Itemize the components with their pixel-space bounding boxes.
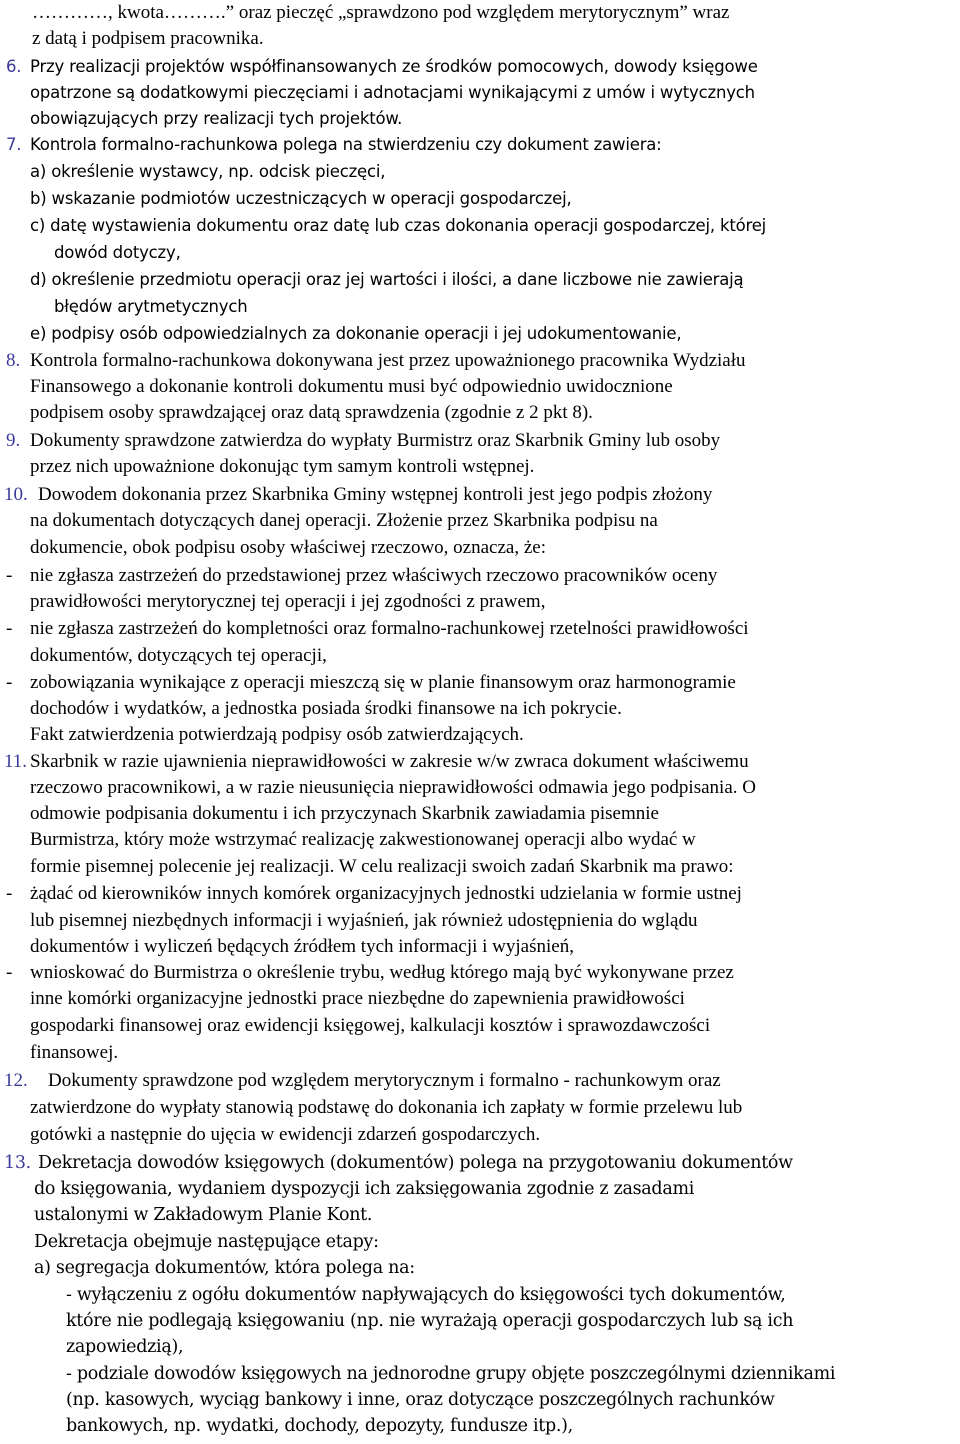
text-line: c) datę wystawienia dokumentu oraz datę lub czas dokonania operacji gospodarczej, której (30, 216, 767, 235)
bullet-dash: - (6, 618, 13, 639)
text-line: …………, kwota……….” oraz pieczęć „sprawdzono pod względem merytorycznym” wraz (32, 2, 730, 23)
bullet-dash: - (6, 883, 13, 904)
text-line: Fakt zatwierdzenia potwierdzają podpisy osób zatwierdzających. (30, 724, 524, 745)
text-line: Dowodem dokonania przez Skarbnika Gminy wstępnej kontroli jest jego podpis złożony (38, 484, 713, 505)
bullet-dash: - (6, 672, 13, 693)
text-line: zatwierdzone do wypłaty stanowią podstawę do dokonania ich zapłaty w formie przelewu lub (30, 1097, 743, 1118)
text-line: Kontrola formalno-rachunkowa polega na stwierdzeniu czy dokument zawiera: (30, 135, 662, 154)
text-line: na dokumentach dotyczących danej operacji. Złożenie przez Skarbnika podpisu na (30, 510, 658, 531)
text-line: - podziale dowodów księgowych na jednorodne grupy objęte poszczególnymi dziennikami (66, 1364, 836, 1384)
text-line: Skarbnik w razie ujawnienia nieprawidłowości w zakresie w/w zwraca dokument właściwemu (30, 751, 749, 772)
text-line: - wyłączeniu z ogółu dokumentów napływających do księgowości tych dokumentów, (66, 1285, 786, 1305)
text-line: ustalonymi w Zakładowym Planie Kont. (34, 1205, 373, 1225)
text-line: do księgowania, wydaniem dyspozycji ich zaksięgowania zgodnie z zasadami (34, 1179, 695, 1199)
text-line: e) podpisy osób odpowiedzialnych za dokonanie operacji i jej udokumentowanie, (30, 324, 682, 343)
text-line: nie zgłasza zastrzeżeń do kompletności oraz formalno-rachunkowej rzetelności prawidłowości (30, 618, 749, 639)
text-line: Dokumenty sprawdzone pod względem merytorycznym i formalno - rachunkowym oraz (48, 1070, 721, 1091)
text-line: z datą i podpisem pracownika. (32, 28, 264, 49)
text-line: zapowiedzią), (66, 1337, 184, 1357)
list-marker: 10. (4, 484, 28, 505)
text-line: nie zgłasza zastrzeżeń do przedstawionej przez właściwych rzeczowo pracowników oceny (30, 565, 718, 586)
text-line: (np. kasowych, wyciąg bankowy i inne, oraz dotyczące poszczególnych rachunków (66, 1390, 775, 1410)
text-line: bankowych, np. wydatki, dochody, depozyty, fundusze itp.), (66, 1416, 573, 1436)
list-marker: 12. (4, 1070, 28, 1091)
text-line: Przy realizacji projektów współfinansowanych ze środków pomocowych, dowody księgowe (30, 57, 758, 76)
text-line: żądać od kierowników innych komórek organizacyjnych jednostki udzielania w formie ustnej (30, 883, 742, 904)
text-line: gospodarki finansowej oraz ewidencji księgowej, kalkulacji kosztów i sprawozdawczości (30, 1015, 711, 1036)
text-line: dokumentów i wyliczeń będących źródłem tych informacji i wyjaśnień, (30, 936, 574, 957)
text-line: a) segregacja dokumentów, która polega na: (34, 1258, 415, 1278)
list-marker: 11. (4, 751, 28, 772)
text-line: podpisem osoby sprawdzającej oraz datą sprawdzenia (zgodnie z 2 pkt 8). (30, 402, 593, 423)
text-line: błędów arytmetycznych (54, 297, 248, 316)
text-line: zobowiązania wynikające z operacji mieszczą się w planie finansowym oraz harmonogramie (30, 672, 736, 693)
list-marker: 7. (6, 135, 22, 154)
text-line: rzeczowo pracownikowi, a w razie nieusunięcia nieprawidłowości odmawia jego podpisania. O (30, 777, 756, 798)
text-line: które nie podlegają księgowaniu (np. nie wyrażają operacji gospodarczych lub są ich (66, 1311, 794, 1331)
text-line: a) określenie wystawcy, np. odcisk pieczęci, (30, 162, 386, 181)
text-line: b) wskazanie podmiotów uczestniczących w operacji gospodarczej, (30, 189, 572, 208)
text-line: prawidłowości merytorycznej tej operacji i jej zgodności z prawem, (30, 591, 546, 612)
text-line: dokumentów, dotyczących tej operacji, (30, 645, 327, 666)
text-line: obowiązujących przy realizacji tych projektów. (30, 109, 403, 128)
list-marker: 9. (6, 430, 21, 451)
text-line: finansowej. (30, 1042, 119, 1063)
text-line: opatrzone są dodatkowymi pieczęciami i adnotacjami wynikającymi z umów i wytycznych (30, 83, 755, 102)
text-line: Kontrola formalno-rachunkowa dokonywana jest przez upoważnionego pracownika Wydziału (30, 350, 746, 371)
list-marker: 13. (4, 1153, 31, 1173)
text-line: inne komórki organizacyjne jednostki prace niezbędne do zapewnienia prawidłowości (30, 988, 685, 1009)
text-line: odmowie podpisania dokumentu i ich przyczynach Skarbnik zawiadamia pisemnie (30, 803, 659, 824)
text-line: Finansowego a dokonanie kontroli dokumentu musi być odpowiednio uwidocznione (30, 376, 673, 397)
text-line: Burmistrza, który może wstrzymać realizację zakwestionowanej operacji albo wydać w (30, 829, 696, 850)
text-line: formie pisemnej polecenie jej realizacji. W celu realizacji swoich zadań Skarbnik ma prawo: (30, 856, 734, 877)
bullet-dash: - (6, 565, 13, 586)
text-line: przez nich upoważnione dokonując tym samym kontroli wstępnej. (30, 456, 535, 477)
text-line: dokumencie, obok podpisu osoby właściwej rzeczowo, oznacza, że: (30, 537, 546, 558)
text-line: Dekretacja dowodów księgowych (dokumentów) polega na przygotowaniu dokumentów (38, 1153, 793, 1173)
text-line: wnioskować do Burmistrza o określenie trybu, według którego mają być wykonywane przez (30, 962, 734, 983)
text-line: gotówki a następnie do ujęcia w ewidencji zdarzeń gospodarczych. (30, 1124, 541, 1145)
text-line: dowód dotyczy, (54, 243, 181, 262)
text-line: dochodów i wydatków, a jednostka posiada środki finansowe na ich pokrycie. (30, 698, 622, 719)
text-line: Dokumenty sprawdzone zatwierdza do wypłaty Burmistrz oraz Skarbnik Gminy lub osoby (30, 430, 721, 451)
text-line: Dekretacja obejmuje następujące etapy: (34, 1232, 379, 1252)
list-marker: 8. (6, 350, 21, 371)
text-line: d) określenie przedmiotu operacji oraz jej wartości i ilości, a dane liczbowe nie zawierają (30, 270, 744, 289)
text-line: lub pisemnej niezbędnych informacji i wyjaśnień, jak również udostępnienia do wglądu (30, 910, 698, 931)
list-marker: 6. (6, 57, 22, 76)
bullet-dash: - (6, 962, 13, 983)
